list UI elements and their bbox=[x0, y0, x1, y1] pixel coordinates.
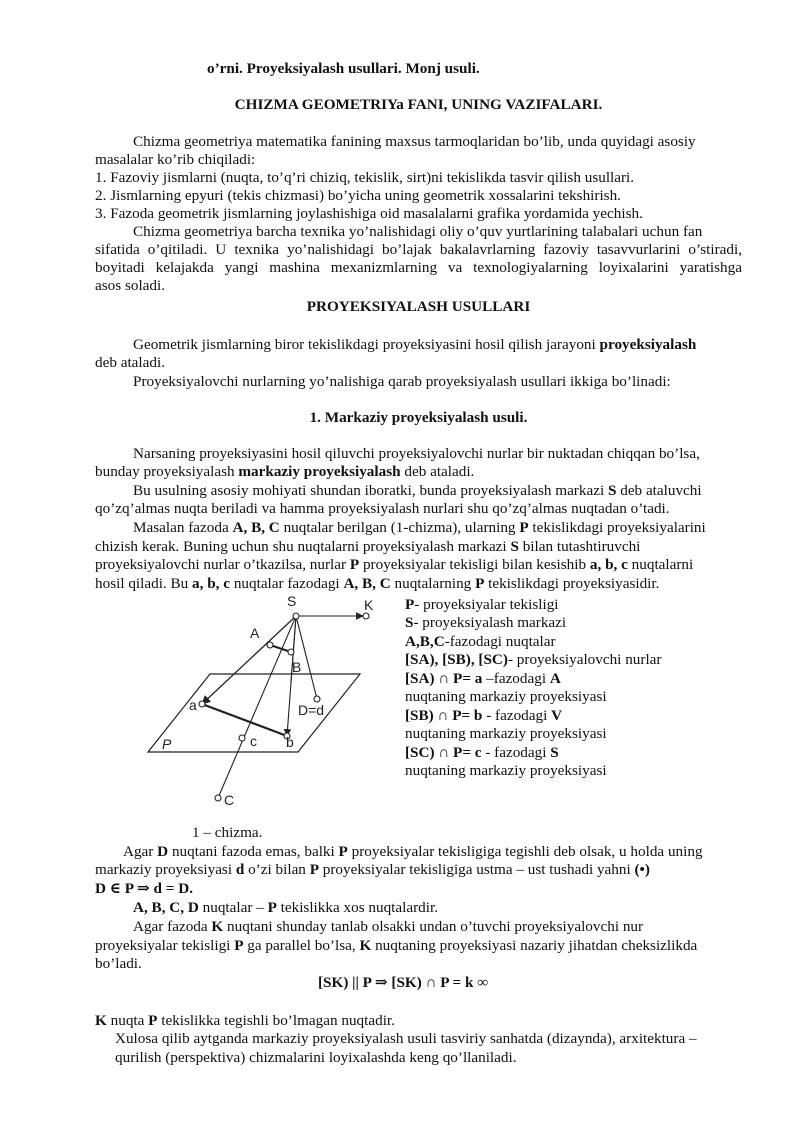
text: - fazodagi bbox=[481, 744, 551, 761]
text: Bu usulning asosiy mohiyati shundan iboratki, bunda proyeksiyalash markazi bbox=[133, 482, 608, 499]
bold-term: K bbox=[211, 918, 224, 935]
legend-term: S bbox=[550, 744, 559, 761]
paragraph-line bbox=[95, 861, 650, 879]
text: tekislikka tegishli bo’lmagan nuqtadir. bbox=[157, 1012, 395, 1029]
text: -fazodagi nuqtalar bbox=[444, 633, 556, 650]
text: Agar bbox=[123, 843, 158, 860]
text: markaziy proyeksiyasi bbox=[95, 861, 236, 878]
paragraph-line: Xulosa qilib aytganda markaziy proyeksiyalash usuli tasviriy sanhatda (dizaynda), arxitektura – bbox=[115, 1030, 697, 1047]
section-heading: PROYEKSIYALASH USULLARI bbox=[306, 298, 531, 315]
text: tekislikdagi proyeksiyalarini bbox=[528, 519, 706, 536]
bold-term: S bbox=[510, 538, 519, 555]
text: deb ataluvchi bbox=[616, 482, 702, 499]
label-b-proj: b bbox=[286, 734, 294, 750]
text: hosil qiladi. Bu bbox=[95, 575, 193, 592]
list-item: 3. Fazoda geometrik jismlarning joylashishiga oid masalalarni grafika yordamida yechish. bbox=[95, 205, 643, 222]
bold-term: a, b, c bbox=[192, 575, 231, 592]
bold-term: A, B, C bbox=[343, 575, 391, 592]
list-item: 1. Fazoviy jismlarni (nuqta, to’q’ri chiziq, tekislik, sirt)ni tekislikda tasvir qilish usullari. bbox=[95, 169, 635, 186]
text: Agar fazoda bbox=[133, 918, 212, 935]
label-plane-p: P bbox=[162, 736, 172, 752]
legend-term: [SC) ∩ P= c bbox=[405, 744, 482, 761]
text: - proyeksiyalar tekisligi bbox=[414, 596, 559, 613]
text: proyeksiyalar tekisligi bbox=[95, 937, 235, 954]
legend-line bbox=[405, 707, 562, 725]
intro-paragraph-line: boyitadi kelajakda yangi mashina mexanizmlarning va texnologiyalarning loyixalarini yaratishga bbox=[95, 259, 742, 276]
label-a: A bbox=[250, 625, 260, 641]
legend-term: [SB) ∩ P= b bbox=[405, 707, 483, 724]
legend-line bbox=[405, 651, 661, 669]
intro-paragraph-line: Chizma geometriya matematika fanining maxsus tarmoqlaridan bo’lib, unda quyidagi asosiy bbox=[133, 133, 696, 150]
bold-term: P bbox=[349, 556, 360, 573]
bold-term: P bbox=[148, 1012, 158, 1029]
text: - fazodagi bbox=[482, 707, 552, 724]
bold-term: P bbox=[519, 519, 529, 536]
text: bilan tutashtiruvchi bbox=[518, 538, 641, 555]
projection-line-ab bbox=[202, 704, 287, 736]
label-a-proj: a bbox=[189, 697, 197, 713]
list-item: 2. Jismlarning epyuri (tekis chizmasi) bo’yicha uning geometrik xossalarini tekshirish. bbox=[95, 187, 621, 204]
bold-term: markaziy proyeksiyalash bbox=[238, 463, 401, 480]
text: bunday proyeksiyalash bbox=[95, 463, 239, 480]
intro-paragraph-line: Chizma geometriya barcha texnika yo’nalishidagi oliy o’quv yurtlarining talabalari uchun fan bbox=[133, 223, 703, 240]
paragraph-line bbox=[95, 937, 697, 955]
legend-term: [SA) ∩ P= a bbox=[405, 670, 483, 687]
paragraph-line bbox=[95, 575, 659, 593]
point-c-proj bbox=[239, 735, 245, 741]
label-d-d: D=d bbox=[298, 702, 325, 718]
text: nuqtalarni bbox=[627, 556, 694, 573]
intro-paragraph-line: sifatida o’qitiladi. U texnika yo’nalishidagi bo’lajak bakalavrlarning fazoviy tasavvurlarini o’stiradi, bbox=[95, 241, 742, 258]
legend-term: P bbox=[405, 596, 415, 613]
point-a bbox=[267, 642, 273, 648]
legend-line bbox=[405, 670, 561, 688]
paragraph-line bbox=[95, 556, 693, 574]
paragraph-line: qurilish (perspektiva) chizmalarini loyixalashda keng qo’llaniladi. bbox=[115, 1049, 517, 1066]
legend-line bbox=[405, 614, 566, 632]
text: tekislikka xos nuqtalardir. bbox=[276, 899, 438, 916]
bold-term: (•) bbox=[634, 861, 650, 878]
label-s: S bbox=[287, 593, 297, 609]
legend-line: nuqtaning markaziy proyeksiyasi bbox=[405, 688, 607, 705]
legend-line bbox=[405, 596, 559, 614]
legend-line bbox=[405, 633, 556, 651]
bold-term: P bbox=[475, 575, 485, 592]
top-line: o’rni. Proyeksiyalash usullari. Monj usuli. bbox=[207, 60, 480, 77]
text: proyeksiyalar tekisligi bilan kesishib bbox=[359, 556, 590, 573]
text: proyeksiyalar tekisligiga tegishli deb olsak, u holda uning bbox=[347, 843, 703, 860]
bold-term: P bbox=[309, 861, 319, 878]
paragraph-line bbox=[123, 843, 703, 861]
label-c: C bbox=[224, 792, 235, 808]
paragraph-line bbox=[133, 519, 706, 537]
text: tekislikdagi proyeksiyasidir. bbox=[484, 575, 660, 592]
projection-diagram bbox=[140, 592, 390, 814]
paragraph-line: qo’zq’almas nuqta beriladi va hamma proyeksiyalash nurlari shu qo’zq’almas nuqtadan o’tadi. bbox=[95, 500, 670, 517]
bold-term: K bbox=[95, 1012, 107, 1029]
text: nuqtalar berilgan (1-chizma), ularning bbox=[279, 519, 520, 536]
legend-term: [SA), [SB), [SC) bbox=[405, 651, 508, 668]
point-b bbox=[288, 649, 294, 655]
point-a-proj bbox=[199, 701, 205, 707]
text: nuqtani shunday tanlab olsakki undan o’tuvchi proyeksiyalovchi nur bbox=[223, 918, 644, 935]
formula: [SK) || P ⇒ [SK) ∩ P = k ∞ bbox=[318, 974, 489, 991]
figure-caption: 1 – chizma. bbox=[192, 824, 263, 841]
point-s bbox=[293, 613, 299, 619]
text: nuqtalar fazodagi bbox=[230, 575, 344, 592]
text: deb ataladi. bbox=[400, 463, 475, 480]
paragraph-line bbox=[95, 538, 640, 556]
label-b: B bbox=[292, 659, 302, 675]
paragraph-line bbox=[133, 918, 643, 936]
label-c-proj: c bbox=[250, 733, 257, 749]
section-heading: 1. Markaziy proyeksiyalash usuli. bbox=[309, 409, 528, 426]
intro-paragraph-line: masalalar ko’rib chiqiladi: bbox=[95, 151, 256, 168]
paragraph-line bbox=[95, 1012, 395, 1030]
text: Masalan fazoda bbox=[133, 519, 233, 536]
text: nuqtalarning bbox=[390, 575, 476, 592]
ray-sa bbox=[202, 616, 296, 704]
text: proyeksiyalovchi nurlar o’tkazilsa, nurlar bbox=[95, 556, 350, 573]
paragraph-line bbox=[133, 482, 702, 500]
paragraph-line: bo’ladi. bbox=[95, 955, 142, 972]
label-k: K bbox=[364, 597, 374, 613]
point-c bbox=[215, 795, 221, 801]
bold-term: S bbox=[607, 482, 617, 499]
text: - proyeksiyalovchi nurlar bbox=[507, 651, 662, 668]
bold-term: P bbox=[234, 937, 244, 954]
bold-term: a, b, c bbox=[589, 556, 628, 573]
text: –fazodagi bbox=[482, 670, 550, 687]
paragraph-line bbox=[133, 336, 696, 354]
text: nuqtaning proyeksiyasi nazariy jihatdan cheksizlikda bbox=[371, 937, 698, 954]
legend-term: S bbox=[405, 614, 414, 631]
legend-term: V bbox=[551, 707, 563, 724]
point-k bbox=[363, 613, 369, 619]
legend-line bbox=[405, 744, 559, 762]
text: ga parallel bo’lsa, bbox=[243, 937, 360, 954]
text: proyeksiyalar tekisligiga ustma – ust tushadi yahni bbox=[318, 861, 635, 878]
bold-term: D bbox=[157, 843, 169, 860]
paragraph-line: Proyeksiyalovchi nurlarning yo’nalishiga qarab proyeksiyalash usullari ikkiga bo’linadi: bbox=[133, 373, 671, 390]
page-title: CHIZMA GEOMETRIYa FANI, UNING VAZIFALARI. bbox=[234, 96, 603, 113]
text: o’zi bilan bbox=[244, 861, 310, 878]
bold-term: P bbox=[338, 843, 348, 860]
bold-term: d bbox=[235, 861, 245, 878]
text: nuqtalar – bbox=[198, 899, 268, 916]
text: - proyeksiyalash markazi bbox=[413, 614, 567, 631]
paragraph-line bbox=[133, 899, 438, 917]
text: chizish kerak. Buning uchun shu nuqtalarni proyeksiyalash markazi bbox=[95, 538, 511, 555]
bold-term: P bbox=[267, 899, 277, 916]
text: nuqta bbox=[106, 1012, 149, 1029]
legend-line: nuqtaning markaziy proyeksiyasi bbox=[405, 725, 607, 742]
ray-sc bbox=[218, 616, 296, 798]
formula: D ∈ P ⇒ d = D. bbox=[95, 880, 194, 897]
ray-sd bbox=[296, 616, 317, 699]
bold-term: A, B, C, D bbox=[133, 899, 199, 916]
legend-line: nuqtaning markaziy proyeksiyasi bbox=[405, 762, 607, 779]
text: nuqtani fazoda emas, balki bbox=[168, 843, 339, 860]
bold-term: proyeksiyalash bbox=[599, 336, 697, 353]
paragraph-line bbox=[95, 463, 474, 481]
paragraph-line: Narsaning proyeksiyasini hosil qiluvchi proyeksiyalovchi nurlar bir nuktadan chiqqan bo’lsa, bbox=[133, 445, 700, 462]
bold-term: K bbox=[359, 937, 372, 954]
text: Geometrik jismlarning biror tekislikdagi proyeksiyasini hosil qilish jarayoni bbox=[133, 336, 600, 353]
intro-paragraph-line: asos soladi. bbox=[95, 277, 166, 294]
legend-term: A bbox=[549, 670, 561, 687]
paragraph-line: deb ataladi. bbox=[95, 354, 165, 371]
bold-term: A, B, C bbox=[232, 519, 280, 536]
legend-term: A,B,C bbox=[405, 633, 445, 650]
